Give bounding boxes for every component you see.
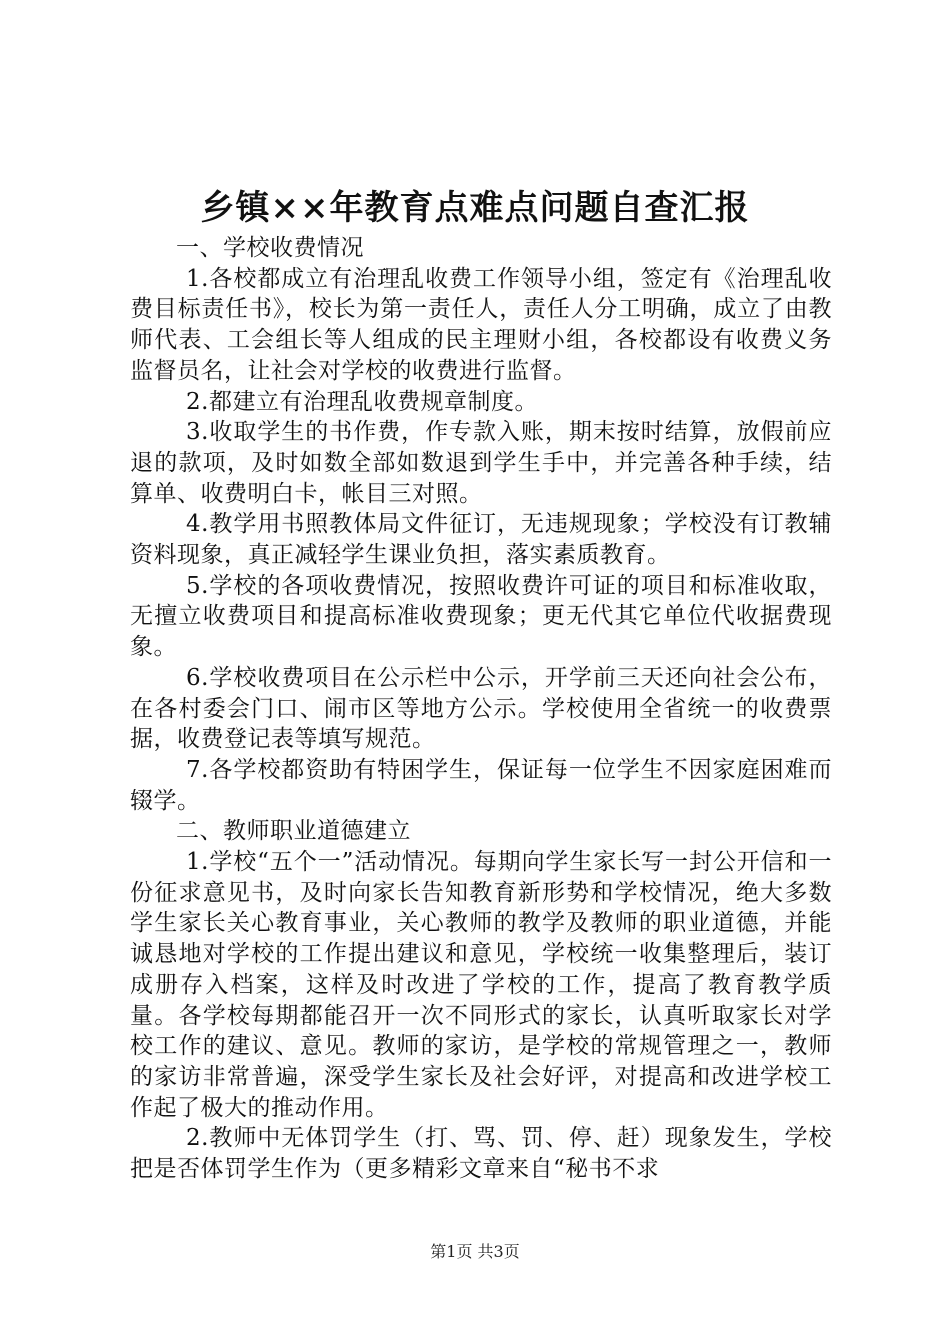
section-heading: 一、学校收费情况 xyxy=(176,235,364,261)
paragraph: 5.学校的各项收费情况，按照收费许可证的项目和标准收取，无擅立收费项目和提高标准收费现象；更无代其它单位代收据费现象。 xyxy=(130,572,832,661)
paragraph: 2.都建立有治理乱收费规章制度。 xyxy=(186,388,538,415)
paragraph: 7.各学校都资助有特困学生，保证每一位学生不因家庭困难而辍学。 xyxy=(130,756,832,814)
section-heading: 二、教师职业道德建立 xyxy=(176,818,411,845)
paragraph: 2.教师中无体罚学生（打、骂、罚、停、赶）现象发生，学校把是否体罚学生作为（更多精彩文章来自“秘书不求 xyxy=(130,1125,832,1183)
document-title: 乡镇××年教育点难点问题自查汇报 xyxy=(200,188,750,228)
page-footer: 第1页 共3页 xyxy=(430,1242,520,1261)
paragraph: 4.教学用书照教体局文件征订，无违规现象；学校没有订教辅资料现象，真正减轻学生课业负担，落实素质教育。 xyxy=(130,511,832,569)
paragraph: 1.学校“五个一”活动情况。每期向学生家长写一封公开信和一份征求意见书，及时向家长告知教育新形势和学校情况，绝大多数学生家长关心教育事业，关心教师的教学及教师的职业道德，并能诚恳地对学校的工作提出建议和意见，学校统一收集整理后，装订成册存入档案，这样及时改进了学校的工作，提高了教育教学质量。各学校每期都能召开一次不同形式的家长，认真听取家长对学校工作的建议、意见。教师的家访，是学校的常规管理之一，教师的家访非常普遍，深受学生家长及社会好评，对提高和改进学校工作起了极大的推动作用。 xyxy=(130,849,832,1121)
document-body xyxy=(130,233,832,1185)
paragraph: 6.学校收费项目在公示栏中公示，开学前三天还向社会公布，在各村委会门口、闹市区等地方公示。学校使用全省统一的收费票据，收费登记表等填写规范。 xyxy=(130,664,832,753)
paragraph: 3.收取学生的书作费，作专款入账，期末按时结算，放假前应退的款项，及时如数全部如数退到学生手中，并完善各种手续，结算单、收费明白卡，帐目三对照。 xyxy=(130,419,832,507)
paragraph: 1.各校都成立有治理乱收费工作领导小组，签定有《治理乱收费目标责任书》，校长为第一责任人，责任人分工明确，成立了由教师代表、工会组长等人组成的民主理财小组，各校都设有收费义务监督员名，让社会对学校的收费进行监督。 xyxy=(130,265,832,384)
